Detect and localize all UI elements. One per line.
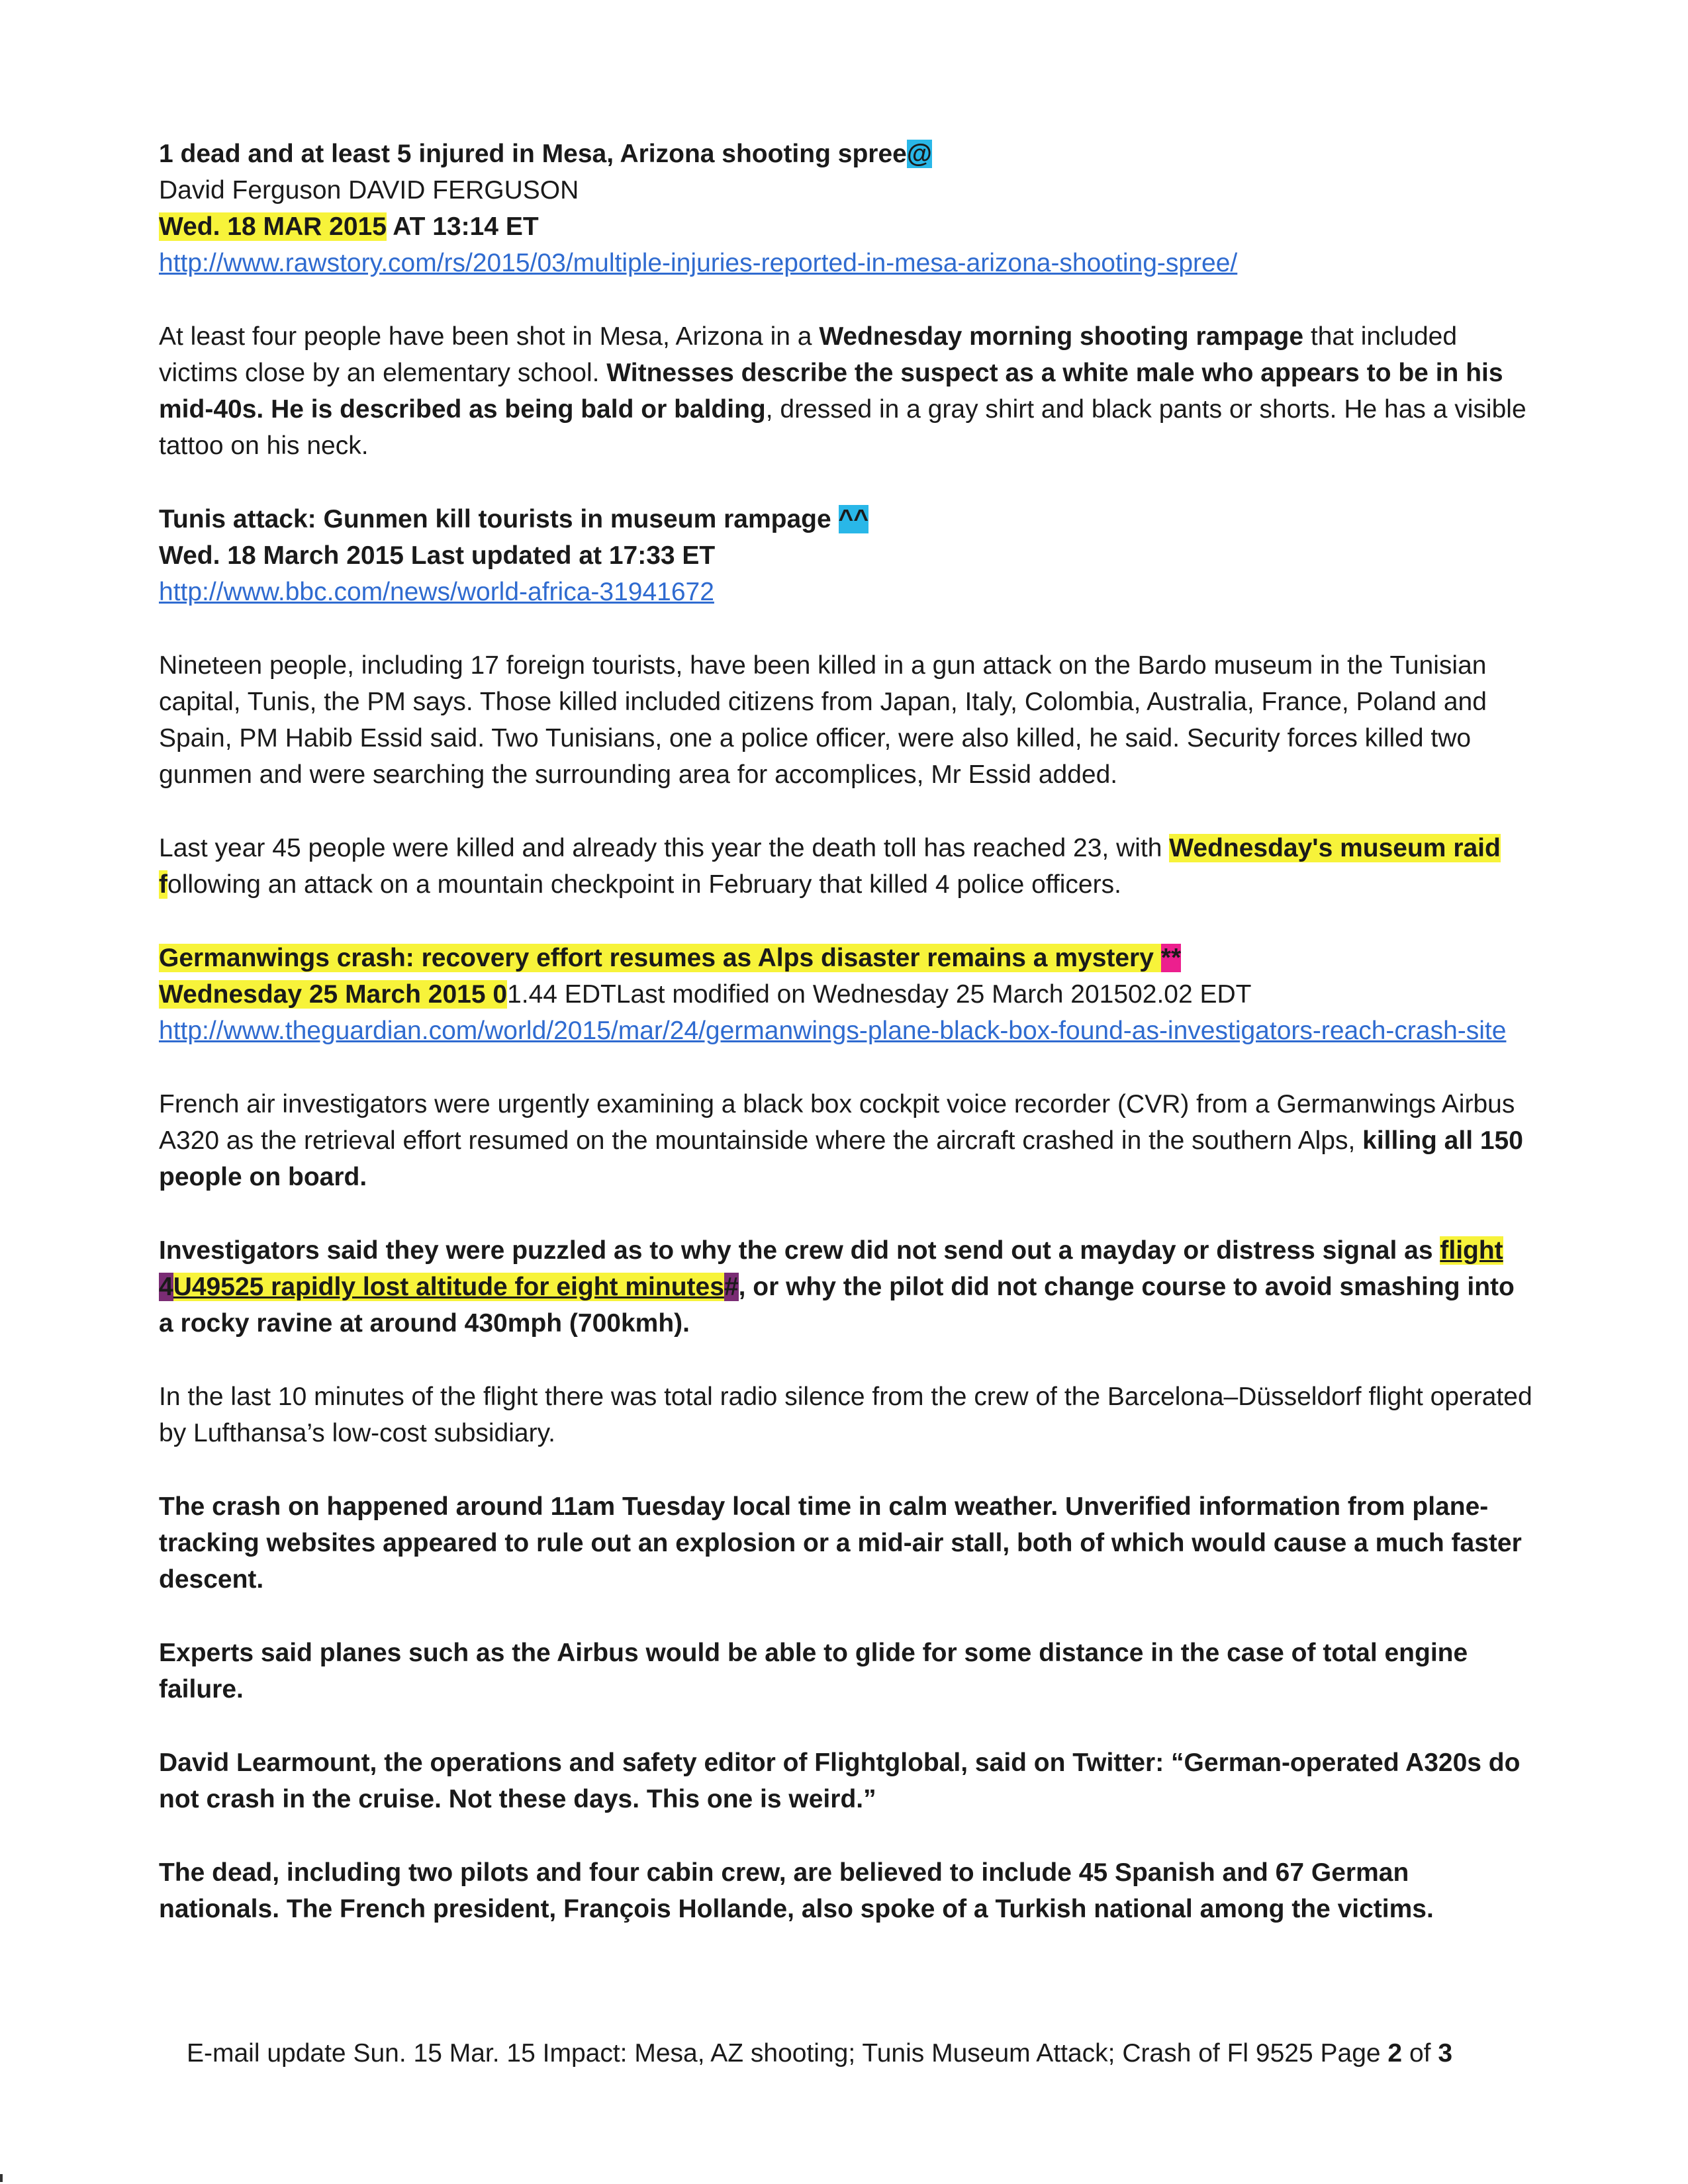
time-text: AT 13:14 ET	[386, 212, 539, 241]
annotation-marker: 4	[159, 1273, 173, 1301]
text-run: French air investigators were urgently examining a black box cockpit voice recorder (CVR) from a Germanwings Airbus A320 as the retrieval effort resumed on the mountainside where the aircraft crashed in the southern Alps,	[159, 1090, 1515, 1155]
footer-of: of	[1402, 2039, 1438, 2068]
article3-paragraph-1	[159, 1086, 1536, 1195]
article2-url[interactable]: http://www.bbc.com/news/world-africa-31941672	[159, 578, 714, 606]
annotation-marker: ^^	[838, 505, 869, 533]
page-total: 3	[1438, 2039, 1453, 2068]
annotation-marker: @	[906, 140, 932, 168]
text-run: , dressed in a gray shirt and black pants or shorts. He has a visible tattoo on his neck.	[159, 395, 1526, 460]
article1-url-line	[159, 245, 1536, 281]
article2-dateline: Wed. 18 March 2015 Last updated at 17:33 ET	[159, 541, 716, 570]
article2-paragraph-2	[159, 830, 1536, 903]
text-run: , or why the pilot did not change course to avoid smashing into a rocky ravine at around 430mph (700kmh).	[159, 1273, 1515, 1338]
article2-url-line	[159, 574, 1536, 610]
annotation-marker: **	[1160, 944, 1182, 972]
text-run: ollowing an attack on a mountain checkpoint in February that killed 4 police officers.	[167, 870, 1121, 899]
text-run: that included victims close by an elementary school.	[159, 322, 1458, 387]
date-highlight: Wednesday 25 March 2015 0	[159, 980, 508, 1009]
article1-date	[159, 208, 1536, 245]
article3-url[interactable]: http://www.theguardian.com/world/2015/mar/24/germanwings-plane-black-box-found-as-investigators-reach-crash-site	[159, 1017, 1507, 1045]
highlighted-run: U49525 rapidly lost altitude for eight minutes	[173, 1273, 724, 1301]
page-number: 2	[1387, 2039, 1403, 2068]
headline-text: Tunis attack: Gunmen kill tourists in museum rampage	[159, 505, 831, 533]
article2-headline	[159, 501, 1536, 537]
bold-run: Wednesday morning shooting rampage	[819, 322, 1304, 351]
article3-url-line	[159, 1013, 1536, 1049]
bold-run: Witnesses describe the suspect as a white male who appears to be in his mid-40s. He is described as being bald or balding	[159, 359, 1503, 424]
article1-url[interactable]: http://www.rawstory.com/rs/2015/03/multiple-injuries-reported-in-mesa-arizona-shooting-spree/	[159, 249, 1238, 277]
article2-paragraph-1: Nineteen people, including 17 foreign tourists, have been killed in a gun attack on the Bardo museum in the Tunisian capital, Tunis, the PM says. Those killed included citizens from Japan, Italy, Colombia, Australia, France, Poland and Spain, PM Habib Essid said. Two Tunisians, one a police officer, were also killed, he said. Security forces killed two gunmen and were searching the surrounding area for accomplices, Mr Essid added.	[159, 651, 1487, 789]
text-run: 1.44 EDTLast modified on Wednesday 25 March 201502.02 EDT	[507, 980, 1252, 1009]
page-footer	[187, 2035, 1577, 2071]
highlighted-run: flight	[1440, 1236, 1503, 1265]
text-run: Last year 45 people were killed and already this year the death toll has reached 23, with	[159, 834, 1170, 862]
article3-paragraph-7: The dead, including two pilots and four cabin crew, are believed to include 45 Spanish and 67 German nationals. The French president, François Hollande, also spoke of a Turkish national among the victims.	[159, 1858, 1434, 1923]
date-highlight: Wed. 18 MAR 2015	[159, 212, 387, 241]
article3-paragraph-2	[159, 1232, 1536, 1342]
article1-headline	[159, 136, 1536, 172]
article3-paragraph-5: Experts said planes such as the Airbus would be able to glide for some distance in the case of total engine failure.	[159, 1639, 1468, 1704]
article3-paragraph-3: In the last 10 minutes of the flight there was total radio silence from the crew of the Barcelona–Düsseldorf flight operated by Lufthansa’s low-cost subsidiary.	[159, 1383, 1532, 1447]
document-body	[159, 136, 1536, 1927]
text-run: At least four people have been shot in Mesa, Arizona in a	[159, 322, 820, 351]
article1-paragraph	[159, 318, 1536, 464]
footer-text: E-mail update Sun. 15 Mar. 15 Impact: Mesa, AZ shooting; Tunis Museum Attack; Crash of Fl 9525 Page	[187, 2039, 1388, 2068]
headline-highlight: Germanwings crash: recovery effort resumes as Alps disaster remains a mystery	[159, 944, 1161, 972]
article3-paragraph-6: David Learmount, the operations and safety editor of Flightglobal, said on Twitter: “German-operated A320s do not crash in the cruise. Not these days. This one is weird.”	[159, 1749, 1521, 1813]
scan-mark	[0, 2174, 3, 2182]
headline-text: 1 dead and at least 5 injured in Mesa, Arizona shooting spree	[159, 140, 907, 168]
article3-dateline	[159, 976, 1536, 1013]
article3-paragraph-4: The crash on happened around 11am Tuesday local time in calm weather. Unverified information from plane-tracking websites appeared to rule out an explosion or a mid-air stall, both of which would cause a much faster descent.	[159, 1492, 1522, 1594]
article3-headline	[159, 940, 1536, 976]
article1-byline: David Ferguson DAVID FERGUSON	[159, 176, 579, 205]
annotation-marker: #	[724, 1273, 739, 1301]
text-run: Investigators said they were puzzled as to why the crew did not send out a mayday or distress signal as	[159, 1236, 1440, 1265]
bold-run: killing all 150 people on board.	[159, 1126, 1523, 1191]
highlighted-run: Wednesday's museum raid f	[159, 834, 1501, 899]
